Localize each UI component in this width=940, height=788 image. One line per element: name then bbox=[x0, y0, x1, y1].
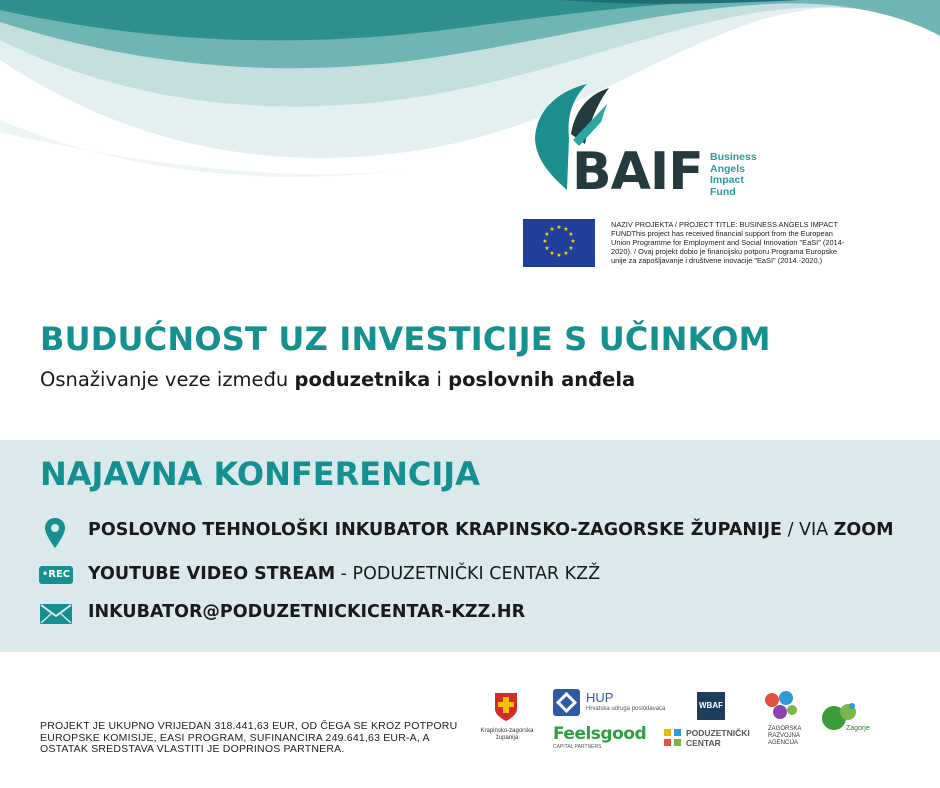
eu-funding-notice: NAZIV PROJEKTA / PROJECT TITLE: BUSINESS ANGELS IMPACT FUNDThis project has received financial support from the European Union Programme for Employment and Social Innovation "EaSI" (2014-2020). / Ovaj projekt dobio je financijsku potporu Programa Europske unije za zapošljavanje i društvene inovacije "EaSI" (2014.-2020.) bbox=[611, 220, 845, 265]
conference-title: NAJAVNA KONFERENCIJA bbox=[40, 455, 480, 493]
kzz-coat-of-arms-icon bbox=[494, 692, 518, 722]
header-wave-decoration bbox=[0, 0, 940, 190]
mail-icon bbox=[39, 603, 73, 625]
baif-logo-subtitle: Business Angels Impact Fund bbox=[710, 151, 757, 198]
eu-flag-icon bbox=[523, 219, 595, 267]
svg-text:★: ★ bbox=[563, 226, 569, 233]
svg-text:★: ★ bbox=[556, 224, 562, 231]
pc-squares-icon bbox=[664, 729, 682, 747]
svg-text:★: ★ bbox=[570, 238, 576, 245]
conference-location: POSLOVNO TEHNOLOŠKI INKUBATOR KRAPINSKO-ZAGORSKE ŽUPANIJE / VIA ZOOM bbox=[88, 520, 894, 540]
baif-logo-word: BAIF bbox=[572, 142, 703, 202]
wbaf-logo: WBAF bbox=[697, 692, 725, 720]
svg-text:★: ★ bbox=[544, 231, 550, 238]
svg-text:★: ★ bbox=[556, 252, 562, 259]
zagorska-razvojna-agencija-logo: ZAGORSKA RAZVOJNA AGENCIJA bbox=[758, 690, 812, 752]
page-subtitle: Osnaživanje veze između poduzetnika i poslovnih anđela bbox=[40, 368, 636, 391]
page-title: BUDUĆNOST UZ INVESTICIJE S UČINKOM bbox=[40, 320, 771, 358]
conference-email-link[interactable]: INKUBATOR@PODUZETNICKICENTAR-KZZ.HR bbox=[88, 602, 526, 622]
svg-text:★: ★ bbox=[542, 238, 548, 245]
svg-text:★: ★ bbox=[568, 245, 574, 252]
hup-logo: HUP Hrvatska udruga poslodavaca bbox=[553, 689, 683, 719]
svg-text:★: ★ bbox=[549, 250, 555, 257]
svg-text:★: ★ bbox=[568, 231, 574, 238]
svg-text:★: ★ bbox=[563, 250, 569, 257]
conference-stream: YOUTUBE VIDEO STREAM - PODUZETNIČKI CENTAR KZŽ bbox=[88, 564, 601, 584]
svg-text:★: ★ bbox=[544, 245, 550, 252]
svg-text:★: ★ bbox=[549, 226, 555, 233]
rec-icon: •REC bbox=[39, 566, 73, 584]
poduzetnicki-centar-logo: PODUZETNIČKI CENTAR bbox=[664, 727, 762, 749]
zagorje-logo: Zagorje bbox=[820, 700, 870, 740]
footer-project-value: PROJEKT JE UKUPNO VRIJEDAN 318.441,63 EUR, OD ČEGA SE KROZ POTPORU EUROPSKE KOMISIJE, EASI PROGRAM, SUFINANCIRA 249.641,63 EUR-A, A OSTATAK SREDSTAVA VLASTITI JE DOPRINOS PARTNERA. bbox=[40, 720, 458, 755]
hup-mark-icon bbox=[553, 689, 580, 716]
kzz-logo: Krapinsko-zagorska županija bbox=[478, 690, 536, 750]
zra-flower-icon bbox=[760, 690, 800, 722]
location-pin-icon bbox=[44, 517, 66, 549]
feelsgood-logo: Feelsgood CAPITAL PARTNERS bbox=[553, 724, 647, 750]
